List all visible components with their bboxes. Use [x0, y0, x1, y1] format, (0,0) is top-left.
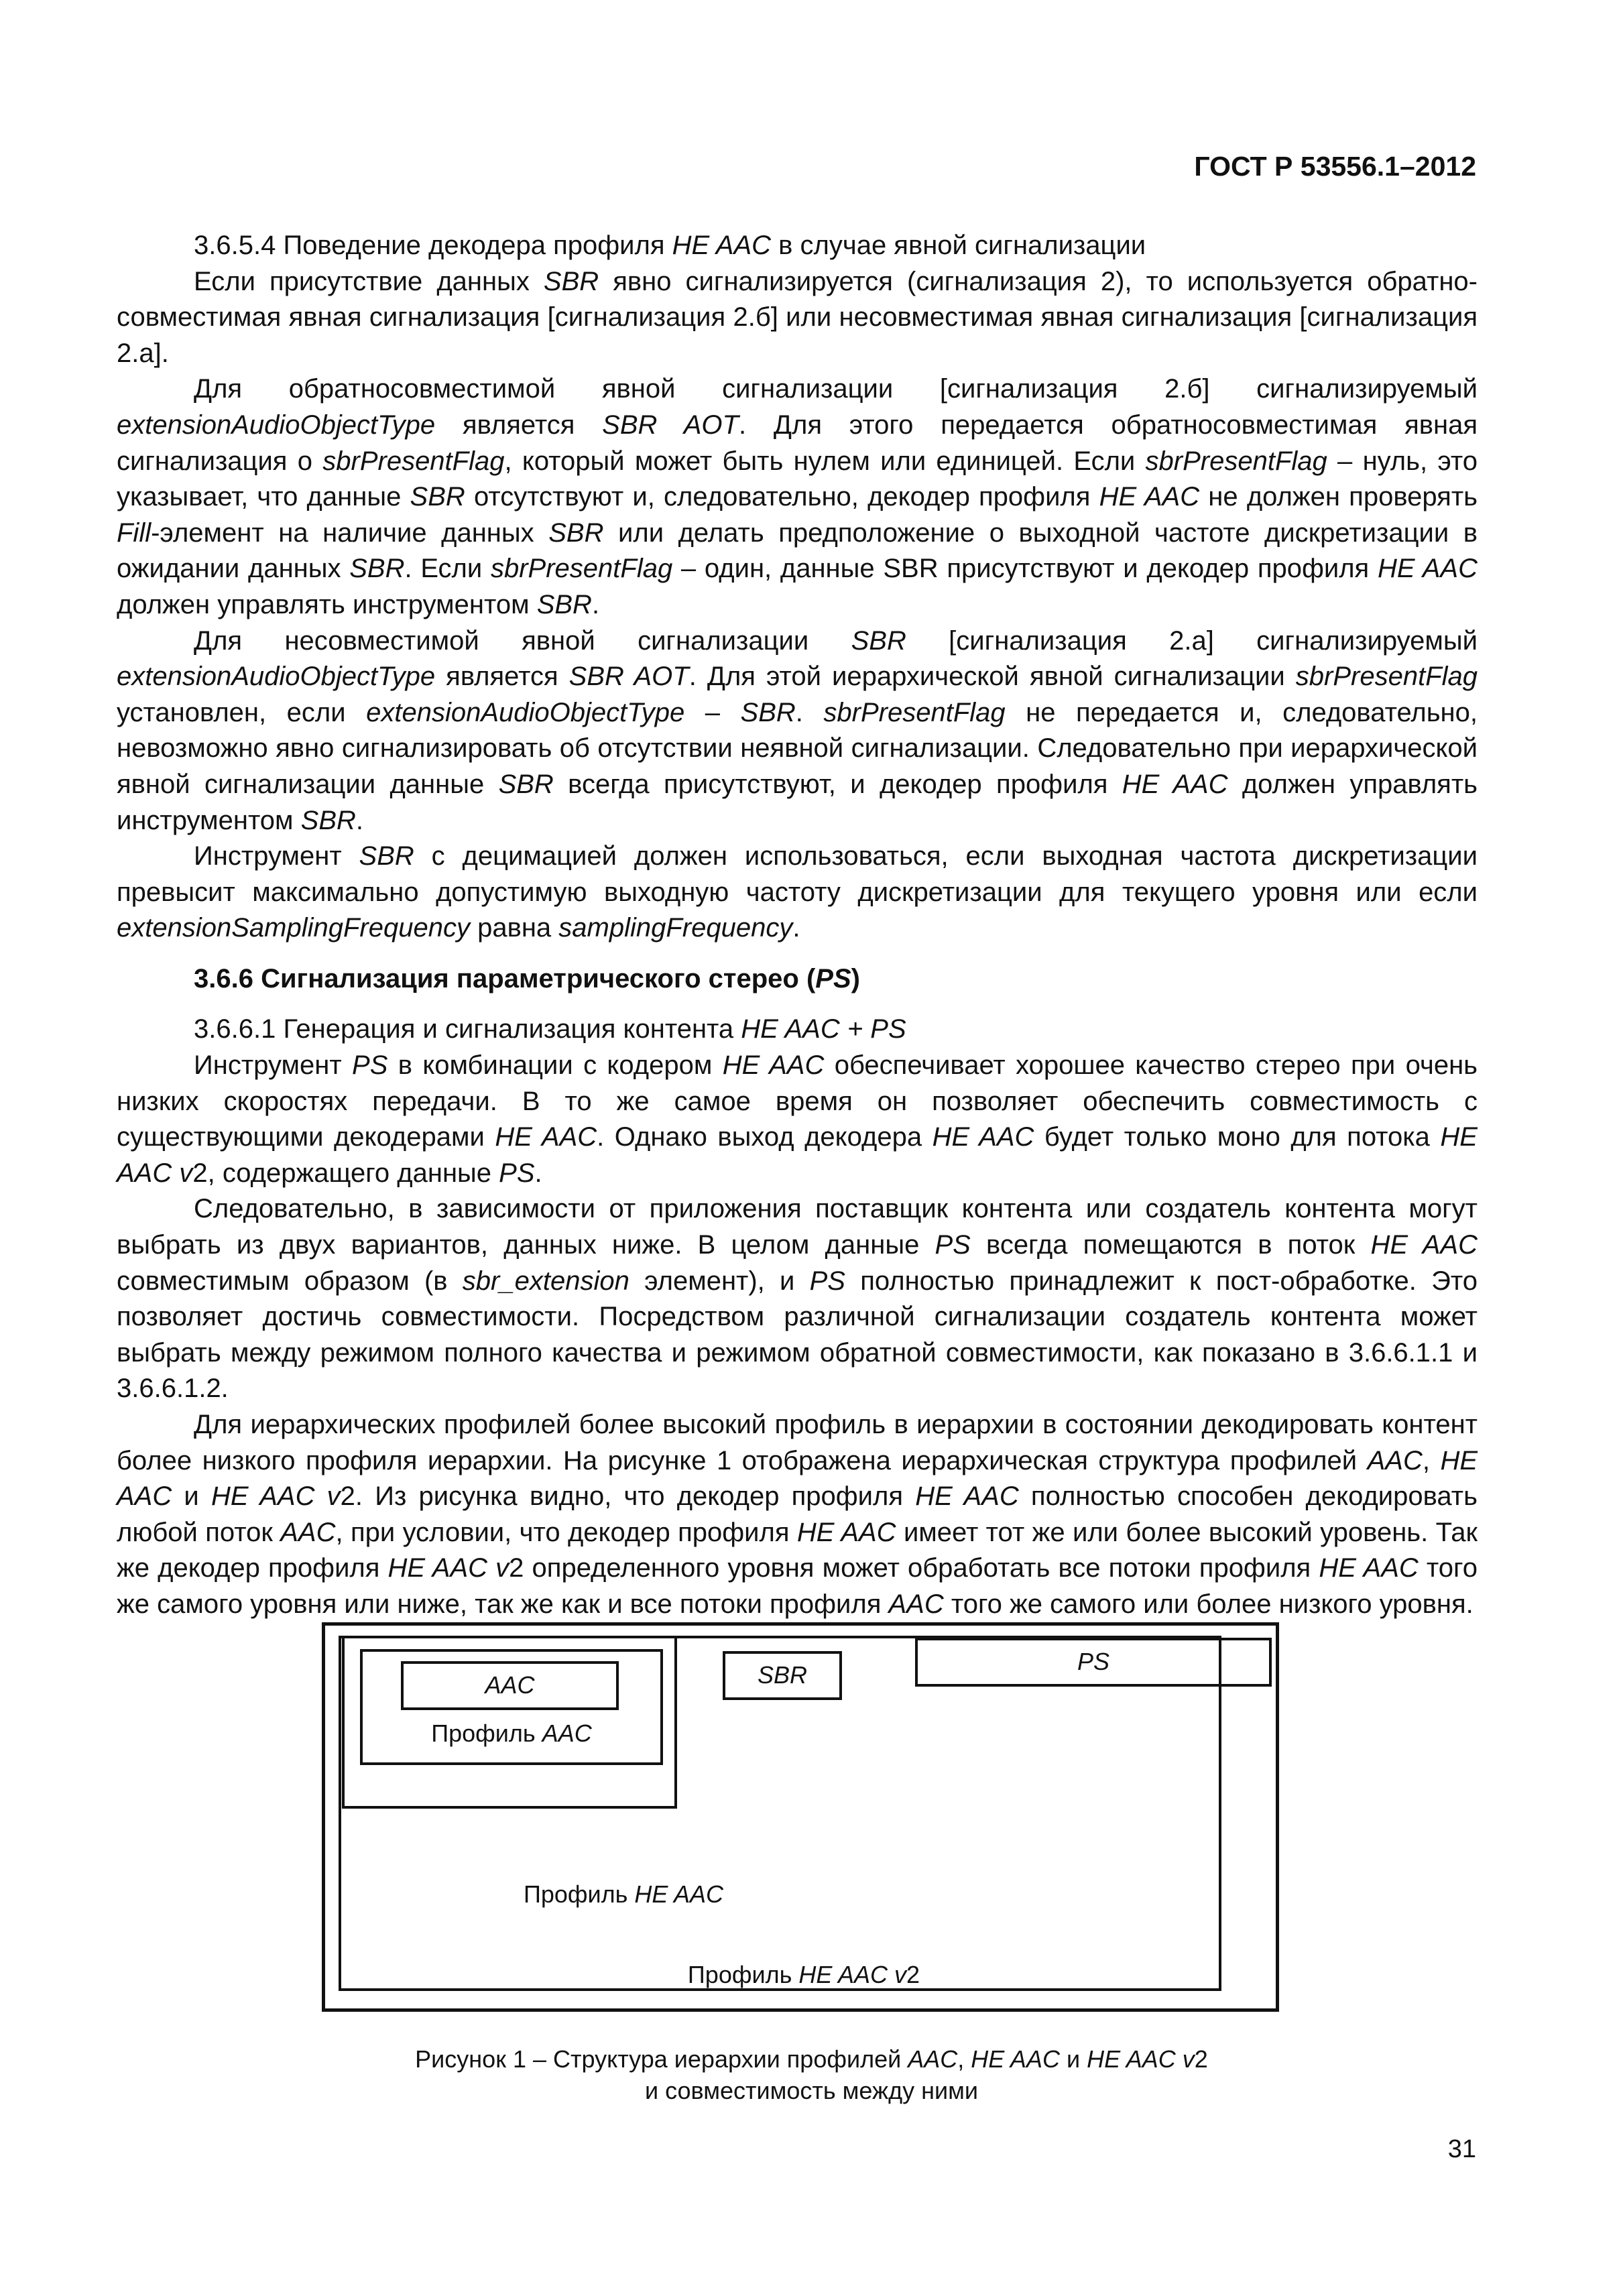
profile-hierarchy-figure	[322, 1622, 1279, 2012]
sbr-label: SBR	[757, 1661, 808, 1689]
aac-label: AAC	[485, 1671, 535, 1699]
paragraph: Если присутствие данных SBR явно сигнализируется (сигнализация 2), то используется обратно-совместимая явная сигнализация [сигнализация 2.б] или несовместимая явная сигнализация [сигнализация 2.а].	[117, 266, 1478, 368]
paragraph: Инструмент PS в комбинации с кодером HE AAC обеспечивает хорошее качество стерео при очень низких скоростях передачи. В то же самое время он позволяет обеспечить совместимость с существующими декодерами HE AAC. Однако выход декодера HE AAC будет только моно для потока HE AAC v2, содержащего данные PS.	[117, 1050, 1478, 1188]
profile-he-aac-v2-label: Профиль HE AAC v2	[687, 1961, 920, 1988]
document-header: ГОСТ Р 53556.1–2012	[1194, 151, 1476, 182]
profile-he-aac-label: Профиль HE AAC	[523, 1880, 724, 1908]
paragraph: 3.6.5.4 Поведение декодера профиля HE AAC в случае явной сигнализации	[194, 231, 1146, 260]
paragraph: Следовательно, в зависимости от приложения поставщик контента или создатель контента могут выбрать из двух вариантов, данных ниже. В целом данные PS всегда помещаются в поток HE AAC совместимым образом (в sbr_extension элемент), и PS полностью принадлежит к пост-обработке. Это позволяет достичь совместимости. Посредством различной сигнализации создатель контента может выбрать между режимом полного качества и режимом обратной совместимости, как показано в 3.6.6.1.1 и 3.6.6.1.2.	[117, 1194, 1478, 1404]
figure-caption	[0, 2043, 1623, 2106]
caption-line-1: Рисунок 1 – Структура иерархии профилей AAC, HE AAC и HE AAC v2	[415, 2045, 1208, 2073]
paragraph: Для несовместимой явной сигнализации SBR [сигнализация 2.а] сигнализируемый extensionAudioObjectType является SBR AOT. Для этой иерархической явной сигнализации sbrPresentFlag установлен, если extensionAudioObjectType – SBR. sbrPresentFlag не передается и, следовательно, невозможно явно сигнализировать об отсутствии неявной сигнализации. Следовательно при иерархической явной сигнализации данные SBR всегда присутствуют, и декодер профиля HE AAC должен управлять инструментом SBR.	[117, 625, 1478, 835]
paragraph: Инструмент SBR с децимацией должен использоваться, если выходная частота дискретизации превысит максимально допустимую выходную частоту дискретизации для текущего уровня или если extensionSamplingFrequency равна samplingFrequency.	[117, 841, 1478, 943]
profile-aac-label: Профиль AAC	[431, 1719, 592, 1747]
section-heading: 3.6.6 Сигнализация параметрического стерео (PS)	[194, 963, 860, 993]
paragraph: Для иерархических профилей более высокий профиль в иерархии в состоянии декодировать контент более низкого профиля иерархии. На рисунке 1 отображена иерархическая структура профилей AAC, HE AAC и HE AAC v2. Из рисунка видно, что декодер профиля HE AAC полностью способен декодировать любой поток AAC, при условии, что декодер профиля HE AAC имеет тот же или более высокий уровень. Так же декодер профиля HE AAC v2 определенного уровня может обработать все потоки профиля HE AAC того же самого уровня или ниже, так же как и все потоки профиля AAC того же самого или более низкого уровня.	[117, 1410, 1478, 1619]
paragraph: 3.6.6.1 Генерация и сигнализация контента HE AAC + PS	[194, 1014, 906, 1044]
page-number: 31	[1447, 2135, 1476, 2163]
ps-label: PS	[1077, 1648, 1110, 1675]
caption-line-2: и совместимость между ними	[645, 2077, 978, 2104]
paragraph: Для обратносовместимой явной сигнализации [сигнализация 2.б] сигнализируемый extensionAudioObjectType является SBR AOT. Для этого передается обратносовместимая явная сигнализация о sbrPresentFlag, который может быть нулем или единицей. Если sbrPresentFlag – нуль, это указывает, что данные SBR отсутствуют и, следовательно, декодер профиля HE AAC не должен проверять Fill-элемент на наличие данных SBR или делать предположение о выходной частоте дискретизации в ожидании данных SBR. Если sbrPresentFlag – один, данные SBR присутствуют и декодер профиля HE AAC должен управлять инструментом SBR.	[117, 374, 1478, 619]
body-text	[117, 228, 1478, 1623]
